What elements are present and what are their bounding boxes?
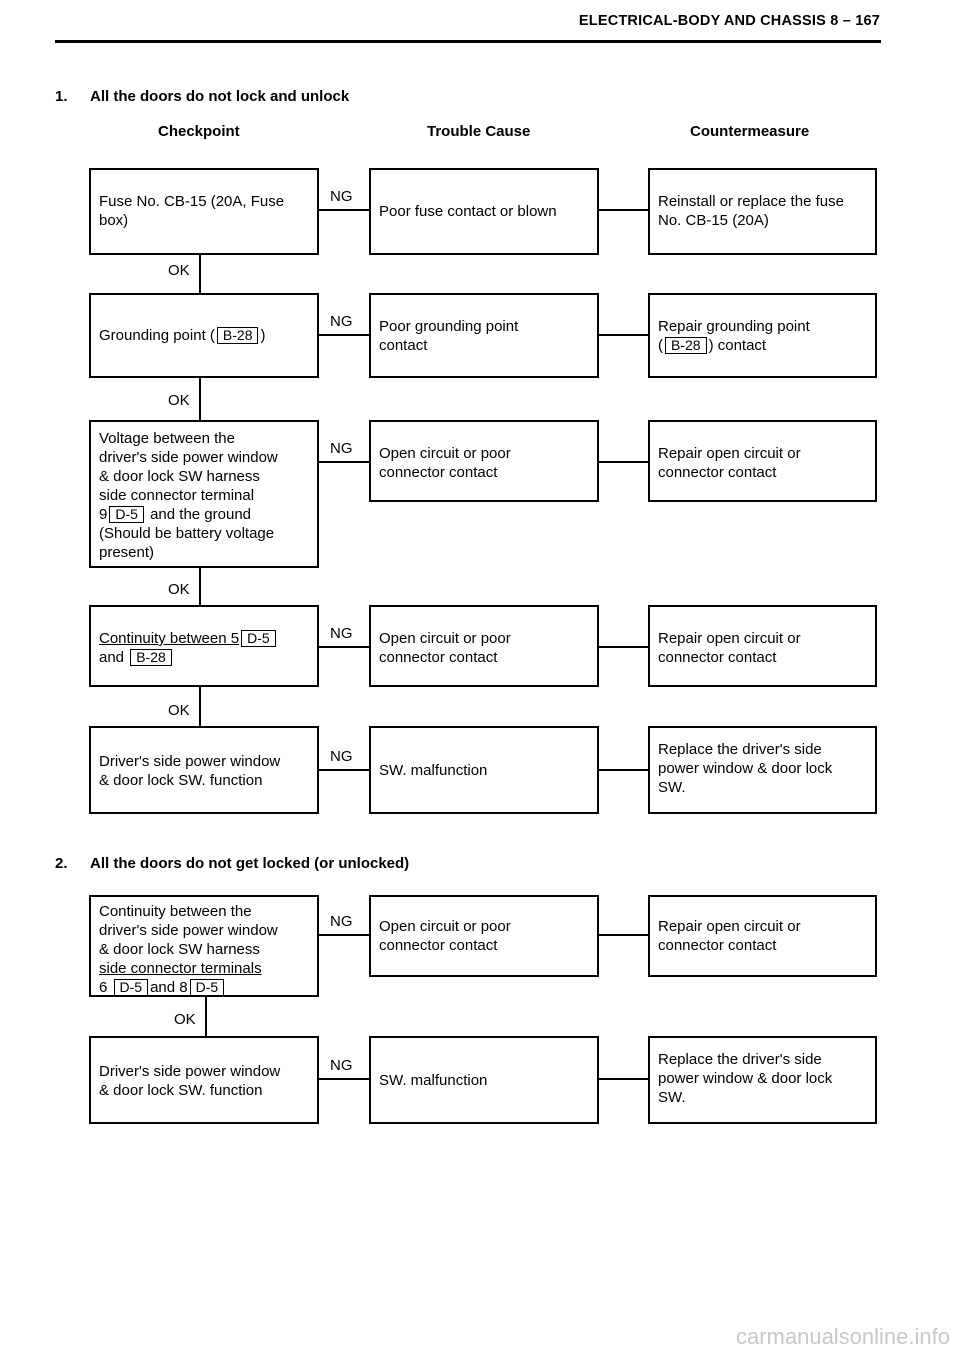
checkpoint-text: Driver's side power window — [99, 753, 281, 770]
countermeasure-box — [648, 895, 877, 977]
countermeasure-text: Replace the driver's side — [658, 1051, 822, 1068]
ok-label: OK — [168, 581, 190, 598]
checkpoint-grounding-box — [89, 293, 319, 378]
connector-ref: D-5 — [241, 630, 276, 647]
column-countermeasure: Countermeasure — [690, 123, 810, 140]
connector-line — [319, 646, 369, 648]
connector-ref: D-5 — [190, 979, 225, 996]
checkpoint-continuity-box — [89, 605, 319, 687]
countermeasure-text: connector contact — [658, 937, 777, 954]
checkpoint-fuse-box — [89, 168, 319, 255]
countermeasure-text: Repair grounding point — [658, 318, 810, 335]
ng-label: NG — [330, 625, 353, 642]
connector-ref: B-28 — [217, 327, 259, 344]
column-trouble-cause: Trouble Cause — [427, 123, 531, 140]
cause-text: connector contact — [379, 649, 498, 666]
cause-text: Open circuit or poor — [379, 630, 511, 647]
checkpoint-text: Grounding point ( — [99, 327, 215, 344]
connector-line — [599, 1078, 649, 1080]
connector-ref: B-28 — [130, 649, 172, 666]
checkpoint-text: driver's side power window — [99, 922, 278, 939]
checkpoint-text: & door lock SW. function — [99, 772, 263, 789]
countermeasure-text: Repair open circuit or — [658, 918, 801, 935]
checkpoint-text: 6 — [99, 979, 108, 996]
checkpoint-switch-box — [89, 1036, 319, 1124]
cause-text: SW. malfunction — [379, 1071, 488, 1089]
checkpoint-text: and 8 — [150, 979, 188, 996]
checkpoint-text: present) — [99, 544, 155, 561]
page-header-title: ELECTRICAL-BODY AND CHASSIS 8 – 167 — [578, 13, 880, 29]
countermeasure-text: connector contact — [658, 649, 777, 666]
connector-line — [319, 769, 369, 771]
ok-label: OK — [168, 702, 190, 719]
cause-box — [369, 420, 599, 502]
connector-line — [319, 1078, 369, 1080]
section1-title: All the doors do not lock and unlock — [90, 88, 350, 105]
checkpoint-switch-box — [89, 726, 319, 814]
countermeasure-text: Replace the driver's side — [658, 741, 822, 758]
cause-text: Poor grounding point — [379, 318, 519, 335]
countermeasure-box — [648, 168, 877, 255]
connector-line — [599, 934, 649, 936]
watermark: carmanualsonline.info — [735, 1324, 950, 1349]
checkpoint-text: ) — [260, 327, 266, 344]
checkpoint-text: Voltage between the — [99, 430, 235, 447]
checkpoint-text: Driver's side power window — [99, 1063, 281, 1080]
cause-box — [369, 605, 599, 687]
checkpoint-text: (Should be battery voltage — [99, 525, 275, 542]
ok-label: OK — [168, 392, 190, 409]
checkpoint-text: and the ground — [150, 506, 251, 523]
countermeasure-box — [648, 1036, 877, 1124]
countermeasure-text: ( — [658, 337, 663, 354]
cause-box — [369, 895, 599, 977]
connector-line — [319, 334, 369, 336]
countermeasure-text: power window & door lock — [658, 760, 833, 777]
connector-line — [319, 461, 369, 463]
checkpoint-text: box) — [99, 212, 129, 229]
ng-label: NG — [330, 748, 353, 765]
flow-line — [199, 568, 201, 606]
countermeasure-text: SW. — [658, 779, 686, 796]
countermeasure-text: No. CB-15 (20A) — [658, 212, 769, 229]
connector-line — [319, 934, 369, 936]
cause-text: contact — [379, 337, 428, 354]
cause-text: Open circuit or poor — [379, 445, 511, 462]
checkpoint-text: & door lock SW. function — [99, 1082, 263, 1099]
connector-line — [599, 209, 649, 211]
connector-line — [599, 334, 649, 336]
cause-text: Open circuit or poor — [379, 918, 511, 935]
countermeasure-box — [648, 293, 877, 378]
cause-box — [369, 168, 599, 255]
section2-number: 2. — [55, 855, 68, 872]
ok-label: OK — [168, 262, 190, 279]
flow-line — [199, 378, 201, 420]
countermeasure-text: Repair open circuit or — [658, 445, 801, 462]
ng-label: NG — [330, 188, 353, 205]
cause-box — [369, 726, 599, 814]
countermeasure-box — [648, 726, 877, 814]
cause-box — [369, 1036, 599, 1124]
countermeasure-text: Reinstall or replace the fuse — [658, 193, 844, 210]
section2-title: All the doors do not get locked (or unlocked) — [90, 855, 410, 872]
checkpoint-text: Continuity between the — [99, 903, 252, 920]
countermeasure-box — [648, 420, 877, 502]
checkpoint-text: Continuity between 5 — [99, 630, 240, 647]
ok-label: OK — [174, 1011, 196, 1028]
checkpoint-continuity-terminals-box — [89, 895, 319, 997]
cause-text: SW. malfunction — [379, 761, 488, 779]
cause-box — [369, 293, 599, 378]
section1-number: 1. — [55, 88, 68, 105]
checkpoint-text: & door lock SW harness — [99, 468, 260, 485]
connector-line — [599, 646, 649, 648]
countermeasure-box — [648, 605, 877, 687]
ng-label: NG — [330, 913, 353, 930]
countermeasure-text: power window & door lock — [658, 1070, 833, 1087]
column-checkpoint: Checkpoint — [158, 123, 240, 140]
countermeasure-text: Repair open circuit or — [658, 630, 801, 647]
flow-line — [205, 997, 207, 1037]
countermeasure-text: SW. — [658, 1089, 686, 1106]
cause-text: connector contact — [379, 464, 498, 481]
connector-line — [599, 769, 649, 771]
connector-line — [599, 461, 649, 463]
header-rule — [55, 40, 881, 43]
ng-label: NG — [330, 1057, 353, 1074]
ng-label: NG — [330, 313, 353, 330]
checkpoint-text: 9 — [99, 506, 108, 523]
connector-line — [319, 209, 369, 211]
connector-ref: D-5 — [109, 506, 144, 523]
checkpoint-voltage-box — [89, 420, 319, 568]
flow-line — [199, 255, 201, 293]
checkpoint-text: & door lock SW harness — [99, 941, 260, 958]
cause-text: connector contact — [379, 937, 498, 954]
checkpoint-text: driver's side power window — [99, 449, 278, 466]
checkpoint-text: and — [99, 649, 125, 666]
countermeasure-text: connector contact — [658, 464, 777, 481]
connector-ref: B-28 — [665, 337, 707, 354]
flow-line — [199, 687, 201, 727]
connector-ref: D-5 — [114, 979, 149, 996]
countermeasure-text: ) contact — [708, 337, 767, 354]
ng-label: NG — [330, 440, 353, 457]
cause-text: Poor fuse contact or blown — [379, 203, 557, 220]
checkpoint-text: Fuse No. CB-15 (20A, Fuse — [99, 193, 285, 210]
checkpoint-text: side connector terminals — [99, 960, 262, 977]
checkpoint-text: side connector terminal — [99, 487, 255, 504]
